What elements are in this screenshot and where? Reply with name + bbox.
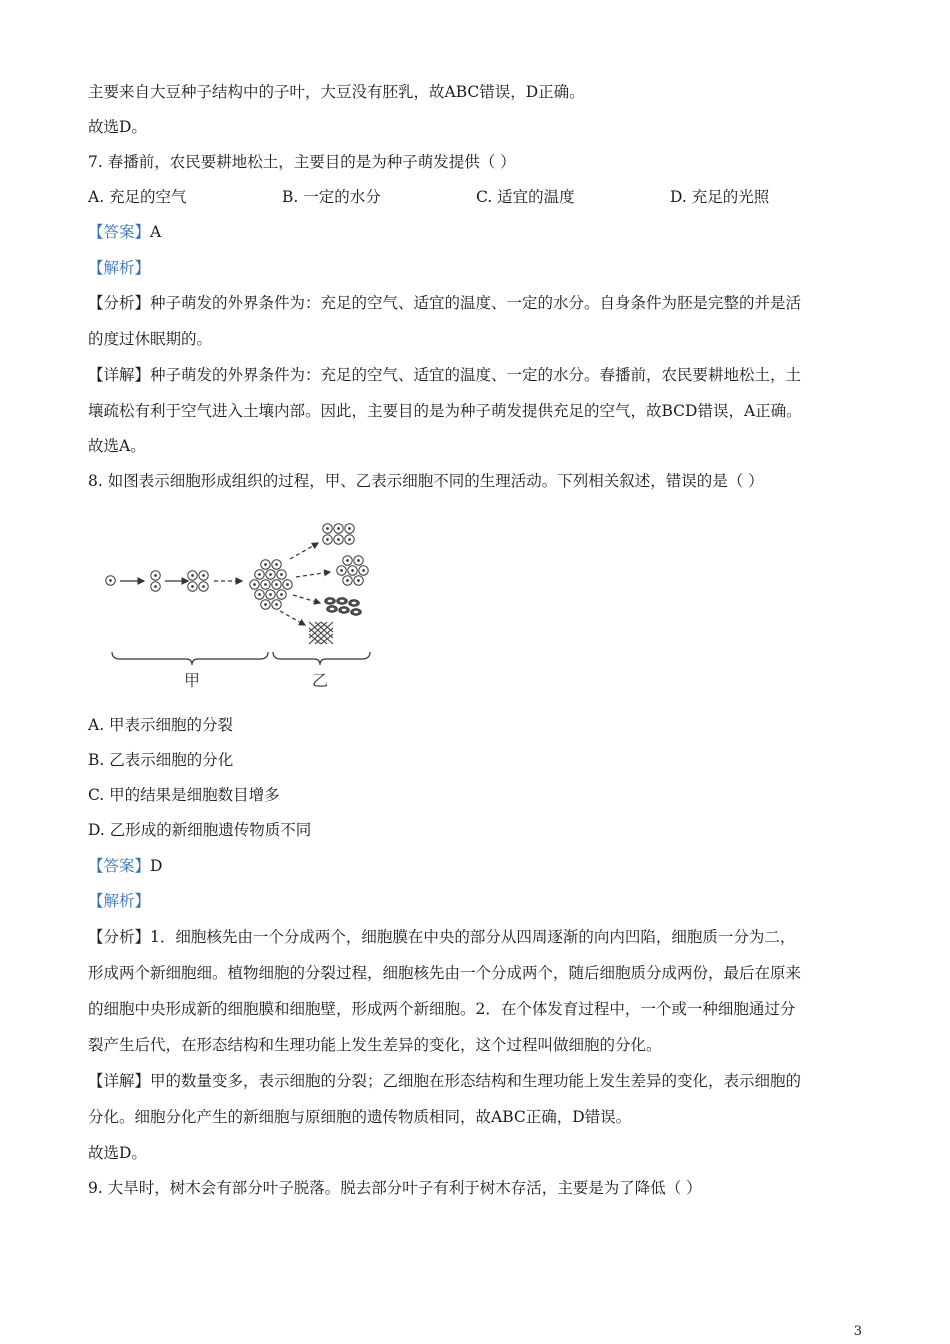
q7-option-b: B. 一定的水分 [282,188,381,206]
text-line: 形成两个新细胞细。植物细胞的分裂过程，细胞核先由一个分成两个，随后细胞质分成两份，最后在原来 [88,964,802,982]
text-line: 裂产生后代，在形态结构和生理功能上发生差异的变化，这个过程叫做细胞的分化。 [88,1036,662,1054]
q8-fenxi [88,927,795,947]
q8-option-d: D. 乙形成的新细胞遗传物质不同 [88,821,312,839]
fenxi-text: 种子萌发的外界条件为：充足的空气、适宜的温度、一定的水分。自身条件为胚是完整的并是活 [150,294,802,312]
text-line: 的细胞中央形成新的细胞膜和细胞壁，形成两个新细胞。2．在个体发育过程中，一个或一种细胞通过分 [88,1000,796,1018]
analysis-tag: 【解析】 [88,892,151,910]
tissue-mesh [309,622,333,644]
single-cell [106,576,115,585]
answer-value: D [150,857,163,875]
q7-option-d: D. 充足的光照 [670,188,770,206]
text-line: 故选D。 [88,118,147,136]
q7-option-c: C. 适宜的温度 [476,188,575,206]
q7-analysis-heading [88,258,150,278]
q7-xiangjie [88,365,801,385]
q7-fenxi [88,293,801,313]
q8-xiangjie [88,1071,801,1091]
analysis-tag: 【解析】 [88,259,151,277]
answer-tag: 【答案】 [88,223,151,241]
dashed-arrow [290,543,318,559]
answer-value: A [150,223,162,241]
text-line: 分化。细胞分化产生的新细胞与原细胞的遗传物质相同，故ABC正确，D错误。 [88,1108,632,1126]
q7-option-a: A. 充足的空气 [88,188,187,206]
question-9-stem: 9. 大旱时，树木会有部分叶子脱落。脱去部分叶子有利于树木存活，主要是为了降低（ ） [88,1179,702,1197]
fenxi-text: 1．细胞核先由一个分成两个，细胞膜在中央的部分从四周逐渐的向内凹陷，细胞质一分为二， [150,928,796,946]
label-yi: 乙 [311,671,329,690]
dashed-arrow [296,572,330,577]
label-jia: 甲 [183,671,201,690]
tissue-middle [337,556,368,585]
q7-answer [88,222,161,242]
q8-option-a: A. 甲表示细胞的分裂 [88,716,234,734]
text-line: 的度过休眠期的。 [88,330,213,348]
xiangjie-text: 种子萌发的外界条件为：充足的空气、适宜的温度、一定的水分。春播前，农民要耕地松土，土 [150,366,802,384]
xiangjie-tag: 【详解】 [88,1072,151,1090]
dashed-arrow [280,611,305,625]
tissue-top [323,524,354,544]
xiangjie-tag: 【详解】 [88,366,151,384]
xiangjie-text: 甲的数量变多，表示细胞的分裂；乙细胞在形态结构和生理功能上发生差异的变化，表示细胞的 [150,1072,802,1090]
brace-yi [273,652,370,665]
cell-diagram-figure [100,515,390,695]
text-line: 主要来自大豆种子结构中的子叶，大豆没有胚乳，故ABC错误，D正确。 [88,83,585,101]
tissue-dark [325,598,362,616]
page-number: 3 [853,1324,862,1339]
brace-jia [112,652,268,665]
fenxi-tag: 【分析】 [88,294,151,312]
q8-analysis-heading [88,891,150,911]
q8-option-b: B. 乙表示细胞的分化 [88,751,234,769]
answer-tag: 【答案】 [88,857,151,875]
q8-option-c: C. 甲的结果是细胞数目增多 [88,786,280,804]
two-cells [151,571,160,591]
text-line: 壤疏松有利于空气进入土壤内部。因此，主要目的是为种子萌发提供充足的空气，故BCD错误，A正确。 [88,402,802,420]
four-cells [188,571,208,591]
dashed-arrow [293,595,320,603]
cell-cluster [250,560,292,609]
q8-conclusion: 故选D。 [88,1144,147,1162]
question-7-stem: 7. 春播前，农民要耕地松土，主要目的是为种子萌发提供（ ） [88,153,516,171]
question-8-stem: 8. 如图表示细胞形成组织的过程，甲、乙表示细胞不同的生理活动。下列相关叙述，错误的是（ ） [88,472,764,490]
q8-answer [88,856,162,876]
fenxi-tag: 【分析】 [88,928,151,946]
q7-conclusion: 故选A。 [88,437,146,455]
